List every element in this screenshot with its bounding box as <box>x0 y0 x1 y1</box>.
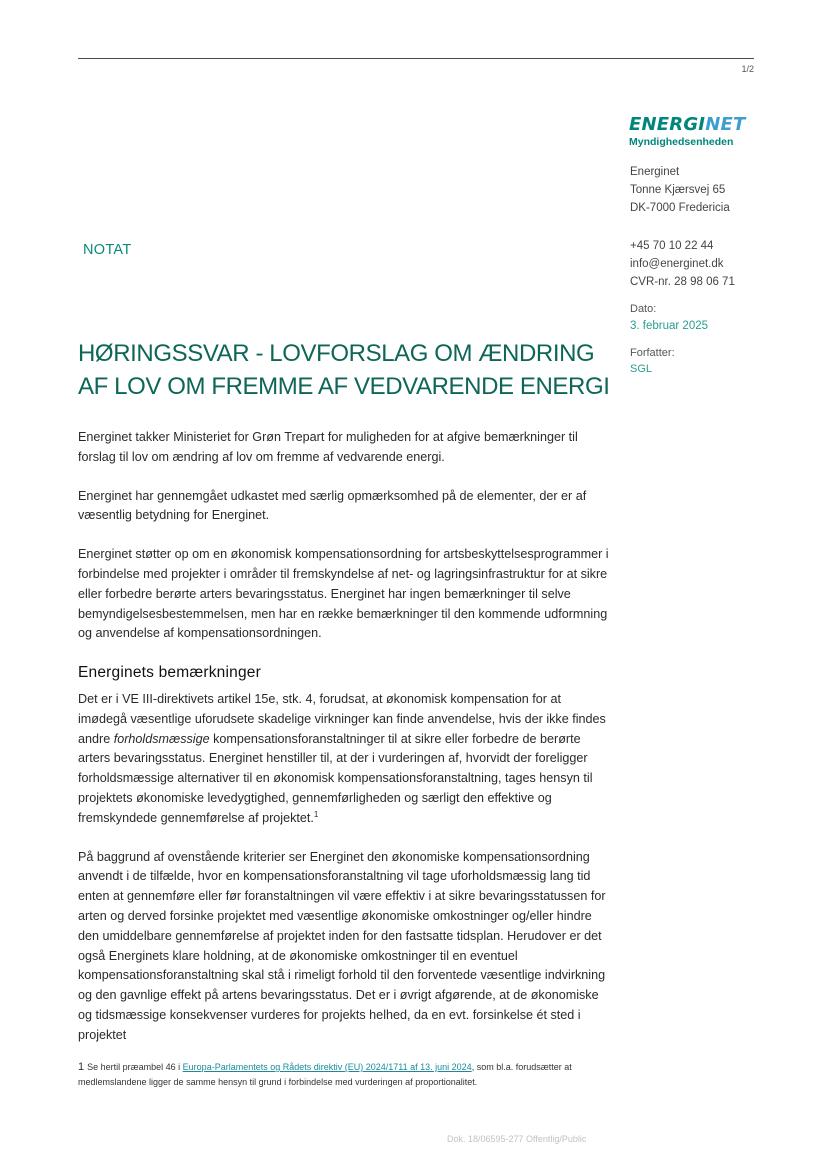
document-body <box>78 428 610 1065</box>
emphasis-text: forholdsmæssige <box>113 731 210 746</box>
document-reference: Dok. 18/06595-277 Offentlig/Public <box>447 1134 587 1144</box>
paragraph: Energinet takker Ministeriet for Grøn Trepart for muligheden for at afgive bemærkninger til forslag til lov om ændring af lov om fremme af vedvarende energi. <box>78 430 578 464</box>
footnote <box>78 1060 618 1090</box>
footnote-text: Se hertil præambel 46 i <box>87 1062 183 1072</box>
directive-link[interactable]: Europa-Parlamentets og Rådets direktiv (EU) 2024/1711 af 13. juni 2024 <box>182 1062 472 1072</box>
document-title: HØRINGSSVAR - LOVFORSLAG OM ÆNDRING AF LOV OM FREMME AF VEDVARENDE ENERGI <box>78 340 610 400</box>
author-block <box>630 345 770 377</box>
address-block <box>630 163 770 217</box>
paragraph: På baggrund af ovenstående kriterier ser Energinet den økonomiske kompensationsordning anvendt i de tilfælde, hvor en kompensationsforanstaltning vil tage uforholdsmæssig lang tid enten at gennemføre eller før foranstaltningen vil være effektiv i at sikre bevaringsstatussen for arten og derved forsinke projektet med væsentlige økonomiske omkostninger og/eller hindre den umiddelbare gennemførelse af projektet inden for den fastsatte tidsplan. Herudover er det også Energinets klare holdning, at de økonomiske omkostninger til en eventuel kompensationsforanstaltning skal stå i rimeligt forhold til den forventede væsentlige indvirkning og den gavnlige effekt på artens bevaringsstatus. Det er i øvrigt afgørende, at de økonomiske og tidsmæssige konsekvenser vurderes for projekts helhed, da en evt. forsinkelse ét sted i projektet <box>78 849 606 1042</box>
address-line: DK-7000 Fredericia <box>630 202 730 214</box>
date-value: 3. februar 2025 <box>630 320 709 332</box>
author-label: Forfatter: <box>630 347 675 359</box>
logo-subtitle: Myndighedsenheden <box>629 136 734 148</box>
cvr-number: CVR-nr. 28 98 06 71 <box>630 276 735 288</box>
logo-word-end: NET <box>705 114 746 135</box>
footnote-mark: 1 <box>78 1061 85 1073</box>
paragraph: Energinet har gennemgået udkastet med særlig opmærksomhed på de elementer, der er af væsentlig betydning for Energinet. <box>78 488 587 523</box>
date-block <box>630 301 770 335</box>
paragraph: Energinet støtter op om en økonomisk kompensationsordning for artsbeskyttelsesprogrammer i forbindelse med projekter i områder til fremskyndelse af net- og lagringsinfrastruktur for at sikre eller forbedre berørte arters bevaringsstatus. Energinet har ingen bemærkninger til selve bemyndigelsesbestemmelsen, men har en række bemærkninger til den kommende udformning og anvendelse af kompensationsordningen. <box>78 547 609 641</box>
footnote-reference[interactable]: 1 <box>313 809 319 819</box>
phone-number: +45 70 10 22 44 <box>630 240 714 252</box>
email-address: info@energinet.dk <box>630 258 724 270</box>
energinet-logo <box>629 115 745 148</box>
address-line: Energinet <box>630 166 680 178</box>
header-rule <box>78 58 754 59</box>
logo-wordmark <box>629 115 745 135</box>
paragraph-text: Det er i VE III-direktivets artikel 15e, stk. 4, forudsat, at økonomisk kompensation for at imødegå væsentlige uforudsete skadelige virkninger kan finde anvendelse, hvis der ikke findes andre <box>78 691 606 746</box>
footnote-text: , som bl.a. forudsætter at medlemslandene ligger de samme hensyn til grund i forbindelse med vurderingen af proportionalitet. <box>78 1062 572 1087</box>
contact-block <box>630 237 770 291</box>
author-value: SGL <box>630 363 653 375</box>
paragraph <box>78 690 610 829</box>
date-label: Dato: <box>630 303 657 315</box>
document-type-label: NOTAT <box>83 242 132 258</box>
address-line: Tonne Kjærsvej 65 <box>630 184 726 196</box>
paragraph-text: kompensationsforanstaltninger til at sikre eller forbedre de berørte arters bevaringsstatus. Energinet henstiller til, at der i vurderingen af, hvorvidt der foreligger forholdsmæssige alternativer til en økonomisk kompensationsforanstaltning, tages hensyn til projektets økonomiske levedygtighed, gennemførligheden og særligt den effektive og fremskyndede gennemførelse af projektet. <box>78 731 593 825</box>
section-heading: Energinets bemærkninger <box>78 664 261 682</box>
sidebar-info <box>630 163 770 387</box>
logo-word-start: ENERGI <box>629 114 706 135</box>
page-number: 1/2 <box>741 64 754 74</box>
